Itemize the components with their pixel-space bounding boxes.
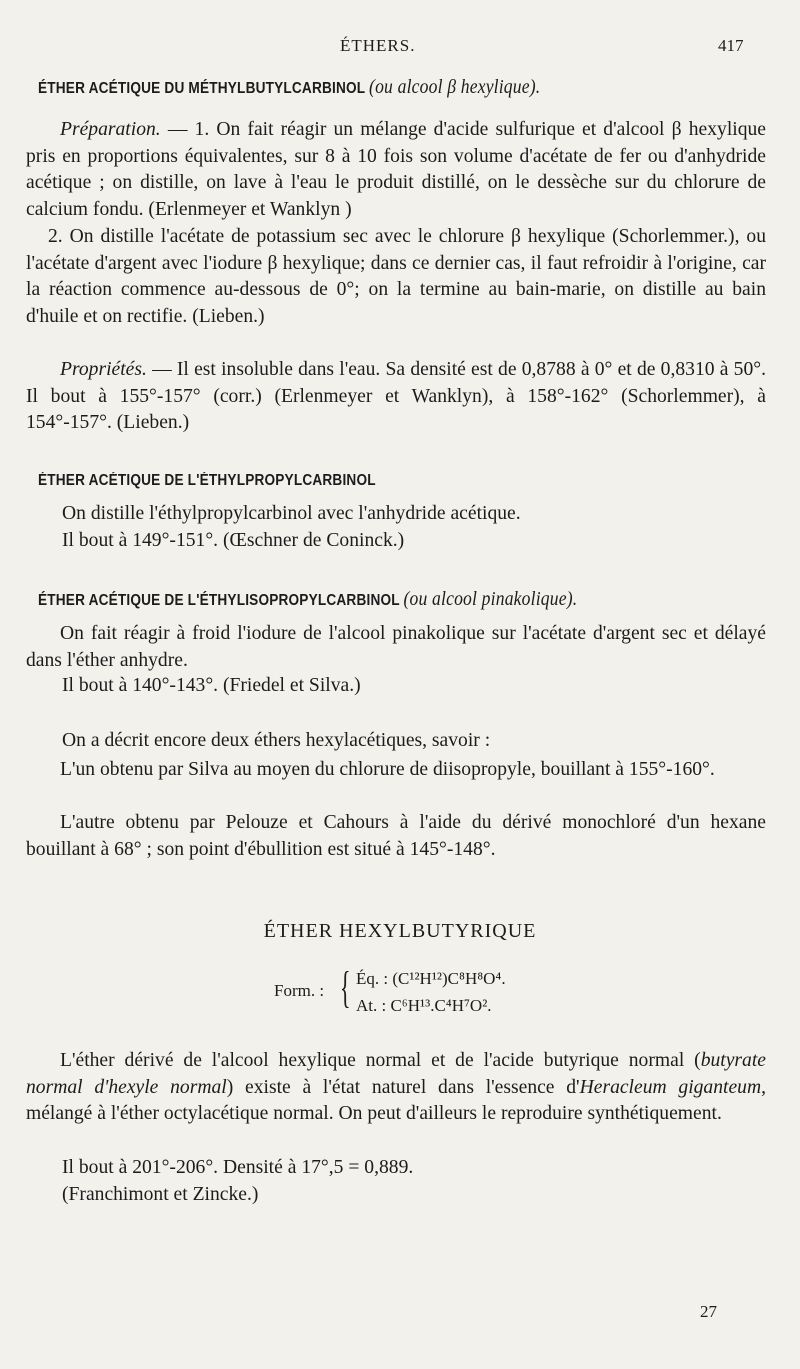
page-number: 417 [718, 36, 744, 55]
preparation-label: Préparation. [60, 119, 161, 140]
formula-label: Form. : [274, 981, 325, 1000]
brace-glyph: { [340, 963, 351, 1012]
properties-text: — Il est insoluble dans l'eau. Sa densité est de 0,8788 à 0° et de 0,8310 à 50°. Il bout à 155°-157° (corr.) (Erlenmeyer et Wanklyn), à 158°-162° (Schorlemmer), à 154°-157°. (Lieben.) [26, 359, 766, 434]
paragraph: On fait réagir à froid l'iodure de l'alcool pinakolique sur l'acétate d'argent sec et délayé dans l'éther anhydre. [26, 623, 766, 671]
text-line: Il bout à 201°-206°. Densité à 17°,5 = 0,889. [62, 1157, 414, 1178]
section-heading-methylbutylcarbinol [38, 76, 540, 99]
properties-label: Propriétés. [60, 359, 147, 380]
text-span: ) existe à l'état naturel dans l'essence d' [226, 1076, 580, 1098]
preparation-paragraph-1 [26, 117, 766, 223]
paragraph: L'un obtenu par Silva au moyen du chlorure de diisopropyle, bouillant à 155°-160°. [60, 759, 715, 780]
heading-subtitle: (ou alcool β hexylique). [369, 76, 541, 98]
properties-paragraph [26, 357, 766, 437]
formula-equivalent: Éq. : (C¹²H¹²)C⁸H⁸O⁴. [356, 969, 506, 988]
paragraph [26, 1048, 766, 1128]
section-heading-ethylisopropylcarbinol [38, 588, 577, 611]
text-line: (Franchimont et Zincke.) [62, 1184, 259, 1205]
running-head [0, 36, 800, 60]
section-heading-ethylpropylcarbinol [38, 472, 376, 490]
italic-span: Heracleum giganteum [579, 1076, 762, 1098]
heading-text: ÉTHER ACÉTIQUE DE L'ÉTHYLPROPYLCARBINOL [38, 472, 376, 489]
signature-mark: 27 [700, 1302, 717, 1321]
text-span: , mélangé à l'éther octylacétique normal. On peut d'ailleurs le reproduire synthétiquement. [26, 1076, 767, 1125]
preparation-paragraph-2 [26, 224, 766, 330]
text-line: Il bout à 149°-151°. (Œschner de Coninck.) [62, 530, 405, 551]
text-line: On a décrit encore deux éthers hexylacétiques, savoir : [62, 730, 491, 751]
section-title-hexylbutyrique: ÉTHER HEXYLBUTYRIQUE [263, 920, 537, 942]
formula-atomic: At. : C⁶H¹³.C⁴H⁷O². [356, 996, 492, 1015]
running-head-title: ÉTHERS. [340, 36, 416, 55]
preparation-text: — 1. On fait réagir un mélange d'acide sulfurique et d'alcool β hexylique pris en proportions équivalentes, sur 8 à 10 fois son volume d'acétate de fer ou d'anhydride acétique ; on distille, on lave à l'eau le produit distillé, on le dessèche sur du chlorure de calcium fondu. (Erlenmeyer et Wanklyn ) [26, 119, 766, 220]
text-span: L'éther dérivé de l'alcool hexylique normal et de l'acide butyrique normal ( [60, 1050, 701, 1071]
text-line: On distille l'éthylpropylcarbinol avec l'anhydride acétique. [62, 503, 521, 524]
heading-text: ÉTHER ACÉTIQUE DU MÉTHYLBUTYLCARBINOL [38, 80, 366, 97]
paragraph: L'autre obtenu par Pelouze et Cahours à l'aide du dérivé monochloré d'un hexane bouillant à 68° ; son point d'ébullition est situé à 145°-148°. [26, 812, 766, 860]
heading-text: ÉTHER ACÉTIQUE DE L'ÉTHYLISOPROPYLCARBINOL [38, 592, 400, 609]
text-line: Il bout à 140°-143°. (Friedel et Silva.) [62, 675, 361, 696]
italic-span: butyrate normal d'hexyle normal [26, 1050, 766, 1098]
heading-subtitle: (ou alcool pinakolique). [403, 588, 578, 610]
preparation-text-2: 2. On distille l'acétate de potassium sec avec le chlorure β hexylique (Schorlemmer.), ou l'acétate d'argent avec l'iodure β hexylique; dans ce dernier cas, il faut refroidir à l'origine, car la réaction commence au-dessous de 0°; on la termine au bain-marie, on distille au bain d'huile et on rectifie. (Lieben.) [26, 226, 766, 327]
